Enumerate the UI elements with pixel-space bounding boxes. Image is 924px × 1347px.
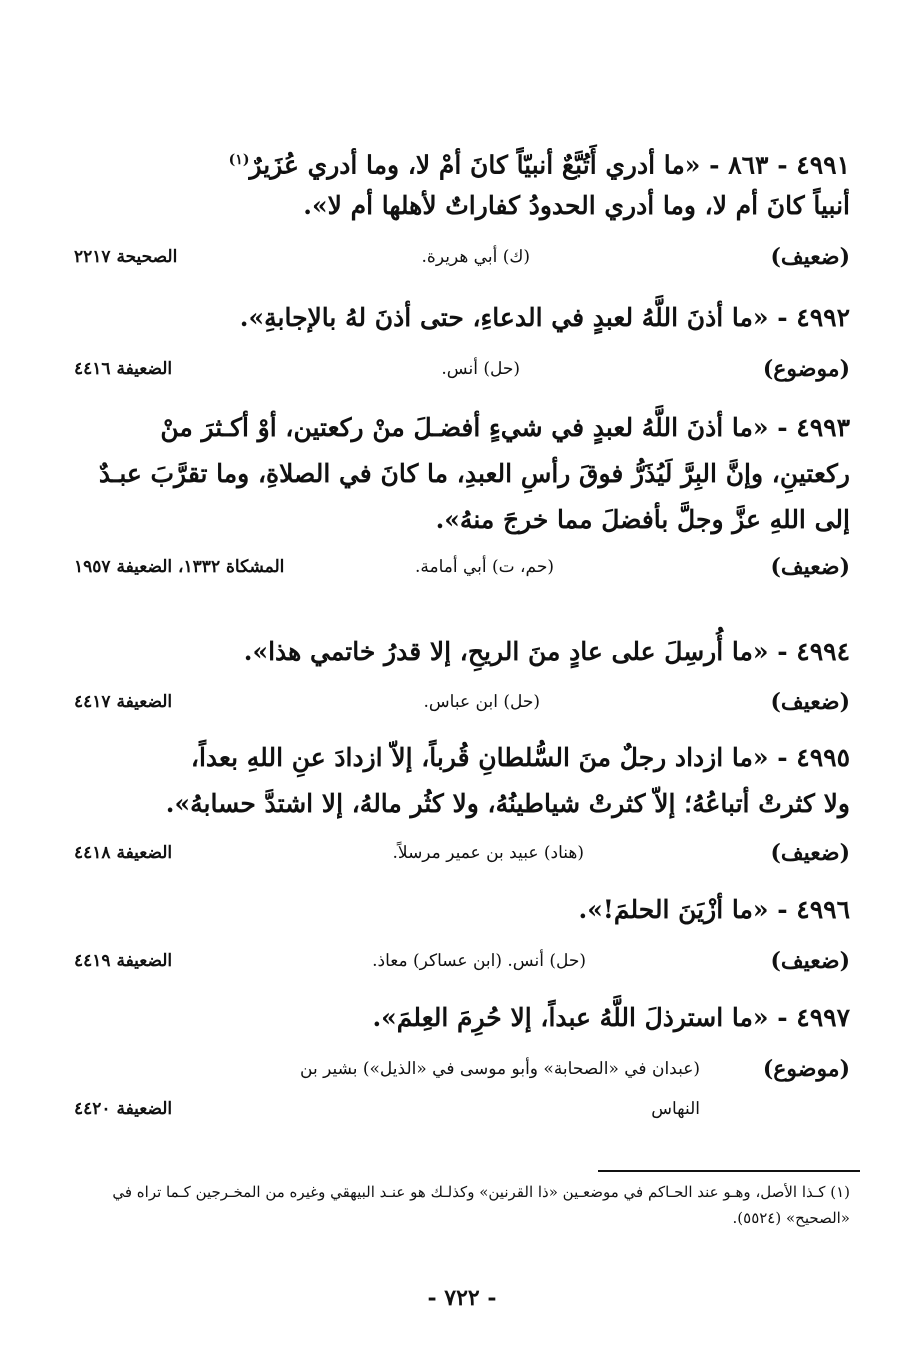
source-label: (ك) أبي هريرة. <box>421 247 530 267</box>
hadith-4991-line-2: أنبياً كانَ أم لا، وما أدري الحدودُ كفاراتٌ لأهلها أم لا». <box>303 191 850 220</box>
footnote-line-2: «الصحيح» (٥٥٢٤). <box>732 1209 850 1227</box>
grade-label: (موضوع) <box>762 356 850 382</box>
hadith-4992-line-1: ٤٩٩٢ - «ما أذنَ اللَّهُ لعبدٍ في الدعاءِ، حتى أذنَ لهُ بالإجابةِ». <box>239 303 850 332</box>
hadith-4994-line-1: ٤٩٩٤ - «ما أُرسِلَ على عادٍ منَ الريحِ، إلا قدرُ خاتمي هذا». <box>243 637 850 666</box>
grade-label: (ضعيف) <box>770 244 850 270</box>
hadith-4995-line-1: ٤٩٩٥ - «ما ازداد رجلٌ منَ السُّلطانِ قُرباً، إلاّ ازدادَ عنِ اللهِ بعداً، <box>190 743 850 772</box>
grade-label: (موضوع) <box>762 1056 850 1082</box>
hadith-4991-line-1 <box>74 140 850 185</box>
citation-label: الضعيفة ٤٤٢٠ <box>74 1099 173 1119</box>
hadith-4992-reference <box>74 352 850 386</box>
hadith-4993-line-1: ٤٩٩٣ - «ما أذنَ اللَّهُ لعبدٍ في شيءٍ أفضـلَ منْ ركعتين، أوْ أكـثرَ منْ <box>160 413 850 442</box>
hadith-4996-line-1: ٤٩٩٦ - «ما أزْيَنَ الحلمَ!». <box>578 895 850 924</box>
citation-label: المشكاة ١٣٣٢، الضعيفة ١٩٥٧ <box>74 557 285 577</box>
citation-label: الصحيحة ٢٢١٧ <box>74 247 178 267</box>
footnote-marker: (١) <box>228 152 250 168</box>
source-label: (حم، ت) أبي أمامة. <box>414 557 554 577</box>
grade-label: (ضعيف) <box>770 689 850 715</box>
source-label: (عبدان في «الصحابة» وأبو موسى في «الذيل») بشير بن <box>300 1059 700 1079</box>
hadith-4997-reference <box>74 1052 850 1086</box>
hadith-4997-line-1: ٤٩٩٧ - «ما استرذلَ اللَّهُ عبداً، إلا حُرِمَ العِلمَ». <box>372 1003 850 1032</box>
footnote-divider <box>598 1170 860 1172</box>
hadith-4995-reference <box>74 836 850 870</box>
hadith-4996-reference <box>74 944 850 978</box>
source-label: (حل) أنس. (ابن عساكر) معاذ. <box>372 951 586 971</box>
source-label: (هناد) عبيد بن عمير مرسلاً. <box>392 843 584 863</box>
hadith-4994-reference <box>74 685 850 719</box>
citation-label: الضعيفة ٤٤١٩ <box>74 951 173 971</box>
hadith-4993-reference <box>74 550 850 584</box>
hadith-4997-reference-continued <box>74 1092 850 1126</box>
page-number: - ٧٢٢ - <box>427 1285 497 1311</box>
hadith-4995-line-2: ولا كثرتْ أتباعُهُ؛ إلاّ كثرتْ شياطينُهُ، ولا كثُر مالهُ، إلا اشتدَّ حسابهُ». <box>165 789 850 818</box>
citation-label: الضعيفة ٤٤١٦ <box>74 359 173 379</box>
citation-label: الضعيفة ٤٤١٧ <box>74 692 173 712</box>
grade-label: (ضعيف) <box>770 948 850 974</box>
source-label: (حل) أنس. <box>441 359 520 379</box>
grade-label: (ضعيف) <box>770 554 850 580</box>
hadith-4993-line-3: إلى اللهِ عزَّ وجلَّ بأفضلَ مما خرجَ منهُ». <box>435 505 850 534</box>
hadith-4991-reference <box>74 240 850 274</box>
hadith-4993-line-2: ركعتينِ، وإنَّ البِرَّ لَيُذَرُّ فوقَ رأسِ العبدِ، ما كانَ في الصلاةِ، وما تقرَّبَ عبـدٌ <box>98 459 850 488</box>
citation-label: الضعيفة ٤٤١٨ <box>74 843 173 863</box>
hadith-4991-text-1: ٤٩٩١ - ٨٦٣ - «ما أدري أَتُبَّعٌ أنبيّاً كانَ أمْ لا، وما أدري عُزَيرٌ <box>249 150 850 180</box>
grade-label: (ضعيف) <box>770 840 850 866</box>
source-label: (حل) ابن عباس. <box>423 692 540 712</box>
source-label-continued: النهاس <box>651 1099 700 1119</box>
footnote-line-1: (١) كـذا الأصل، وهـو عند الحـاكم في موضعـين «ذا القرنين» وكذلـك هو عنـد البيهقي وغيره من المخـرجين كـما تراه في <box>112 1183 850 1201</box>
